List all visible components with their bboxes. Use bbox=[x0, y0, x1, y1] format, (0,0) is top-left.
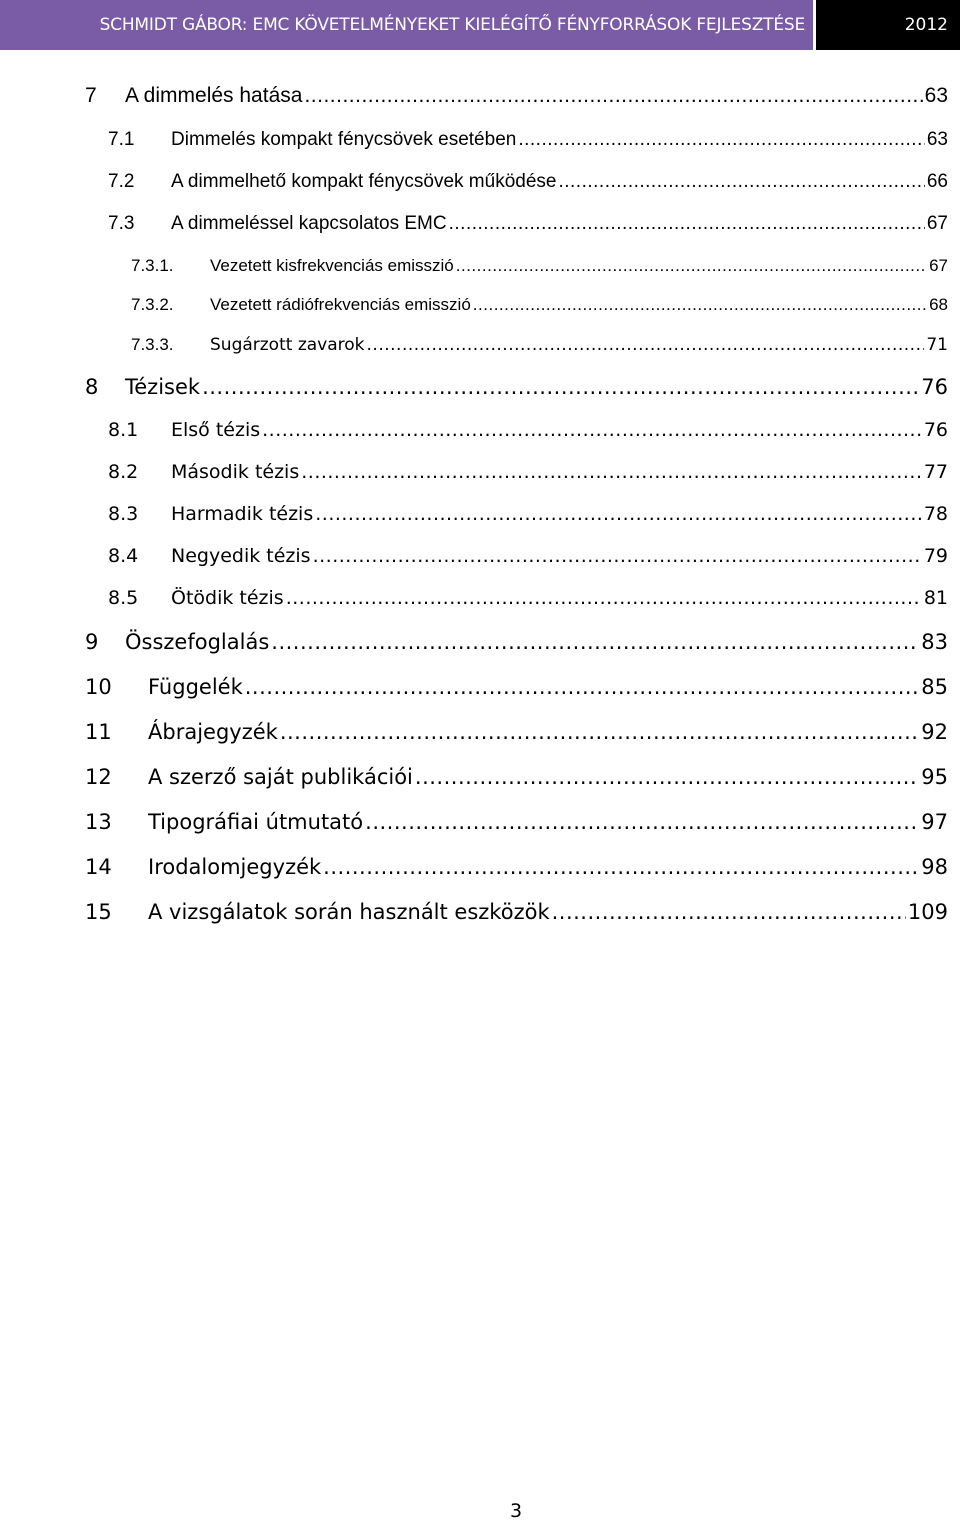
toc-page: 67 bbox=[929, 256, 948, 275]
toc-entry[interactable] bbox=[0, 900, 960, 924]
toc-number: 7.3.3. bbox=[131, 335, 174, 354]
toc-page: 67 bbox=[926, 213, 948, 234]
toc-page: 63 bbox=[926, 129, 948, 150]
toc-title: Harmadik tézis bbox=[171, 503, 314, 525]
toc-entry[interactable] bbox=[0, 375, 960, 399]
toc-entry[interactable] bbox=[0, 720, 960, 744]
toc-number: 8.2 bbox=[108, 461, 139, 483]
toc-leader bbox=[315, 503, 922, 525]
toc-leader bbox=[473, 295, 927, 315]
toc-entry[interactable] bbox=[0, 545, 960, 567]
toc-entry[interactable] bbox=[0, 675, 960, 699]
toc-number: 7.2 bbox=[108, 171, 135, 192]
toc-number: 8.4 bbox=[108, 545, 139, 567]
toc-page: 109 bbox=[907, 900, 948, 924]
toc-page: 97 bbox=[921, 810, 948, 834]
toc-title: Dimmelés kompakt fénycsövek esetében bbox=[171, 129, 517, 150]
toc-title: Negyedik tézis bbox=[171, 545, 311, 567]
toc-number: 10 bbox=[85, 675, 112, 699]
toc-leader bbox=[323, 855, 919, 879]
header-year: 2012 bbox=[813, 0, 960, 50]
toc-number: 7.3.1. bbox=[131, 256, 174, 275]
toc-title: A dimmeléssel kapcsolatos EMC bbox=[171, 213, 447, 234]
toc-number: 8 bbox=[85, 375, 99, 399]
toc-number: 14 bbox=[85, 855, 112, 879]
toc-number: 11 bbox=[85, 720, 112, 744]
toc-title: Sugárzott zavarok bbox=[210, 335, 365, 355]
toc-entry[interactable] bbox=[0, 587, 960, 609]
toc-number: 15 bbox=[85, 900, 112, 924]
toc-leader bbox=[313, 545, 922, 567]
toc-title: A vizsgálatok során használt eszközök bbox=[148, 900, 550, 924]
toc-page: 92 bbox=[921, 720, 948, 744]
toc-entry[interactable] bbox=[0, 213, 960, 235]
toc-number: 8.5 bbox=[108, 587, 139, 609]
page-number: 3 bbox=[509, 1500, 523, 1522]
toc-entry[interactable] bbox=[0, 765, 960, 789]
toc-number: 7.3.2. bbox=[131, 295, 174, 314]
toc-page: 68 bbox=[929, 295, 948, 314]
toc-entry[interactable] bbox=[0, 630, 960, 654]
toc-leader bbox=[304, 84, 922, 108]
header-title: SCHMIDT GÁBOR: EMC KÖVETELMÉNYEKET KIELÉGÍTŐ FÉNYFORRÁSOK FEJLESZTÉSE bbox=[0, 0, 813, 50]
toc-page: 66 bbox=[926, 171, 948, 192]
toc-page: 63 bbox=[924, 84, 948, 107]
toc-number: 13 bbox=[85, 810, 112, 834]
toc-number: 8.1 bbox=[108, 419, 139, 441]
toc-title: Tipográfiai útmutató bbox=[148, 810, 364, 834]
toc-title: Függelék bbox=[148, 675, 243, 699]
toc-leader bbox=[280, 720, 919, 744]
toc-number: 7.1 bbox=[108, 129, 135, 150]
toc-page: 79 bbox=[923, 545, 948, 567]
toc-leader bbox=[518, 129, 925, 151]
toc-title: Ötödik tézis bbox=[171, 587, 284, 609]
toc-entry[interactable] bbox=[0, 503, 960, 525]
toc-title: Ábrajegyzék bbox=[148, 720, 278, 744]
toc-number: 9 bbox=[85, 630, 99, 654]
toc-page: 81 bbox=[923, 587, 948, 609]
toc-page: 76 bbox=[923, 419, 948, 441]
toc-leader bbox=[552, 900, 906, 924]
toc-entry[interactable] bbox=[0, 84, 960, 108]
toc-entry[interactable] bbox=[0, 171, 960, 193]
toc-title: A szerző saját publikációi bbox=[148, 765, 413, 789]
toc-title: Tézisek bbox=[125, 375, 201, 399]
toc-page: 77 bbox=[923, 461, 948, 483]
toc-number: 7 bbox=[85, 84, 97, 107]
toc-entry[interactable] bbox=[0, 419, 960, 441]
toc-title: A dimmelhető kompakt fénycsövek működése bbox=[171, 171, 557, 192]
toc-title: Vezetett rádiófrekvenciás emisszió bbox=[210, 295, 471, 314]
toc-entry[interactable] bbox=[0, 855, 960, 879]
toc-leader bbox=[367, 335, 925, 355]
toc-title: A dimmelés hatása bbox=[125, 84, 303, 107]
toc-title: Összefoglalás bbox=[125, 630, 270, 654]
toc-number: 12 bbox=[85, 765, 112, 789]
toc-entry[interactable] bbox=[0, 256, 960, 276]
toc-entry[interactable] bbox=[0, 129, 960, 151]
toc-leader bbox=[301, 461, 922, 483]
toc-number: 8.3 bbox=[108, 503, 139, 525]
toc-title: Irodalomjegyzék bbox=[148, 855, 322, 879]
toc-entry[interactable] bbox=[0, 295, 960, 315]
toc-leader bbox=[558, 171, 924, 193]
toc-leader bbox=[245, 675, 920, 699]
toc-leader bbox=[456, 256, 927, 276]
toc-title: Első tézis bbox=[171, 419, 261, 441]
toc-title: Vezetett kisfrekvenciás emisszió bbox=[210, 256, 454, 275]
toc-leader bbox=[262, 419, 922, 441]
toc-page: 95 bbox=[921, 765, 948, 789]
toc-number: 7.3 bbox=[108, 213, 135, 234]
toc-entry[interactable] bbox=[0, 461, 960, 483]
toc-entry[interactable] bbox=[0, 335, 960, 355]
toc-leader bbox=[449, 213, 925, 235]
toc-page: 83 bbox=[921, 630, 948, 654]
toc-leader bbox=[365, 810, 919, 834]
toc-title: Második tézis bbox=[171, 461, 300, 483]
toc-entry[interactable] bbox=[0, 810, 960, 834]
running-header bbox=[0, 0, 960, 52]
toc-page: 78 bbox=[923, 503, 948, 525]
toc-leader bbox=[202, 375, 919, 399]
toc-leader bbox=[271, 630, 919, 654]
toc-leader bbox=[415, 765, 919, 789]
toc-page: 85 bbox=[921, 675, 948, 699]
toc-page: 71 bbox=[926, 335, 948, 355]
toc-page: 76 bbox=[921, 375, 948, 399]
toc-page: 98 bbox=[921, 855, 948, 879]
toc-leader bbox=[286, 587, 922, 609]
